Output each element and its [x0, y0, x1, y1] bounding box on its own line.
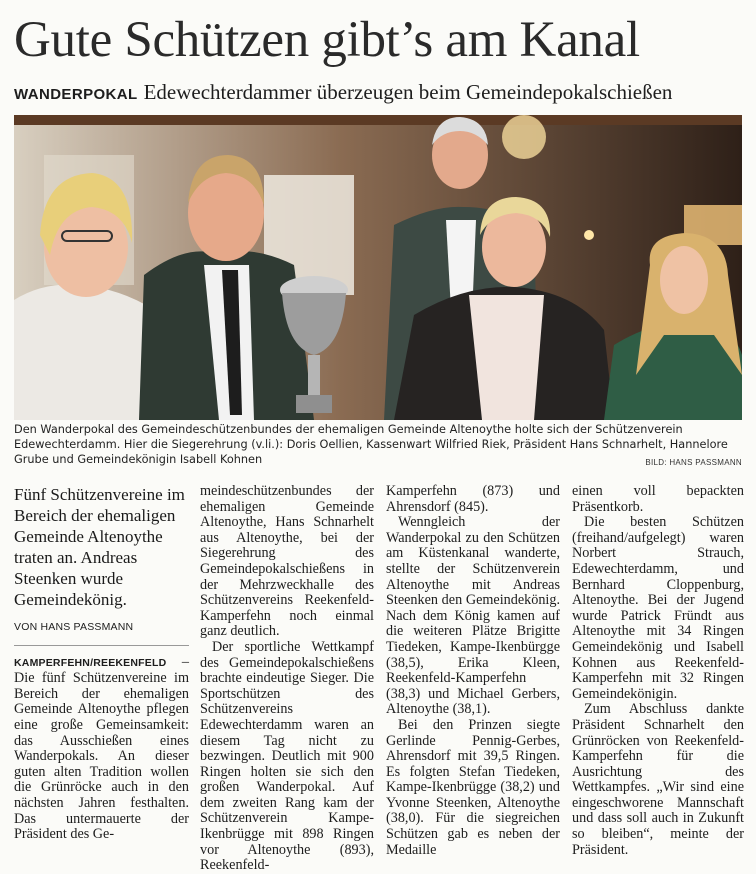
lead-text: – Die fünf Schützenvereine im Bereich der ehemaligen Gemeinde Altenoythe pflegen eine große Gemeinsamkeit: das Ausschießen eines Wanderpokals. An dieser guten alten Tradition wollen die Grünröcke auch in den nächsten Jahren festhalten. Das untermauerte der Präsident des Ge-	[14, 653, 189, 843]
paragraph: einen voll bepackten Präsentkorb.	[572, 483, 744, 515]
article-column-4	[572, 484, 744, 858]
photo-illustration	[14, 115, 742, 420]
article-teaser: Fünf Schützenvereine im Bereich der ehemaligen Gemeinde Altenoythe traten an. Andreas Steenken wurde Gemeindekönig.	[14, 485, 185, 609]
paragraph: Zum Abschluss dankte Präsident Schnarhelt den Grünröcken von Reekenfeld-Kamperfehn für die Ausrichtung des Wettkampfes. „Wir sind eine eingeschworene Mannschaft und dass soll auch in Zukunft so bleiben“, meinte der Präsident.	[572, 701, 744, 858]
subheadline-text: Edewechterdammer überzeugen beim Gemeindepokalschießen	[143, 80, 673, 104]
paragraph: Bei den Prinzen siegte Gerlinde Pennig-Gerbes, Ahrensdorf mit 39,5 Ringen. Es folgten Stefan Tiedeken, Kampe-Ikenbrügge (38,2) und Yvonne Steenken, Altenoythe (38,0). Für die siegreichen Schützen gab es neben der Medaille	[386, 716, 560, 858]
author-line: VON HANS PASSMANN	[14, 621, 134, 633]
article-photo	[14, 115, 742, 420]
lead-paragraph	[14, 655, 189, 843]
article-headline: Gute Schützen gibt’s am Kanal	[14, 12, 640, 68]
article-column-1	[14, 484, 189, 843]
paragraph: Der sportliche Wettkampf des Gemeindepokalschießens brachte eindeutige Sieger. Die Sportschützen des Schützenvereins Edewechterdamm waren an diesem Tag nicht zu bezwingen. Deutlich mit 900 Ringen holten sie sich den großen Wanderpokal. Auf dem zweiten Rang kam der Schützenverein Kampe-Ikenbrügge mit 898 Ringen vor Altenoythe (893), Reekenfeld-	[200, 638, 374, 874]
paragraph: Wenngleich der Wanderpokal zu den Schützen am Küstenkanal wanderte, stellte der Schützenverein Altenoythe mit Andreas Steenken den Gemeindekönig. Nach dem König kamen auf die weiteren Plätze Brigitte Tiedeken, Kampe-Ikenbürgge (38,5), Erika Kleen, Reekenfeld-Kamperfehn (38,3) und Michael Gerbers, Altenoythe (38,1).	[386, 514, 560, 718]
paragraph: Die besten Schützen (freihand/aufgelegt) waren Norbert Strauch, Edewechterdamm, und Bernhard Cloppenburg, Altenoythe. Bei der Jugend wurde Patrick Fründt aus Altenoythe mit 34 Ringen Gemeindekönig und Isabell Kohnen aus Reekenfeld-Kamperfehn mit 32 Ringen Gemeindekönigin.	[572, 514, 744, 702]
subheadline	[14, 79, 744, 108]
article-column-3	[386, 484, 560, 858]
kicker-label: WANDERPOKAL	[14, 86, 138, 103]
article-column-2	[200, 484, 374, 874]
photo-caption: Den Wanderpokal des Gemeindeschützenbundes der ehemaligen Gemeinde Altenoythe holte sich der Schützenverein Edewechterdamm. Hier die Siegerehrung (v.li.): Doris Oellien, Kassenwart Wilfried Riek, Präsident Hans Schnarhelt, Hannelore Grube und Gemeindekönigin Isabell Kohnen	[14, 423, 728, 466]
photo-credit: BILD: HANS PASSMANN	[645, 458, 742, 467]
paragraph: Kamperfehn (873) und Ahrensdorf (845).	[386, 483, 560, 515]
dateline: KAMPERFEHN/REEKENFELD	[14, 656, 167, 669]
paragraph: meindeschützenbundes der ehemaligen Gemeinde Altenoythe, Hans Schnarhelt aus Altenoythe, bei der Siegerehrung des Gemeindepokalschießens in der Mehrzweckhalle des Schützenvereins Reekenfeld-Kamperfehn noch einmal ganz deutlich.	[200, 483, 374, 640]
divider	[14, 645, 189, 646]
